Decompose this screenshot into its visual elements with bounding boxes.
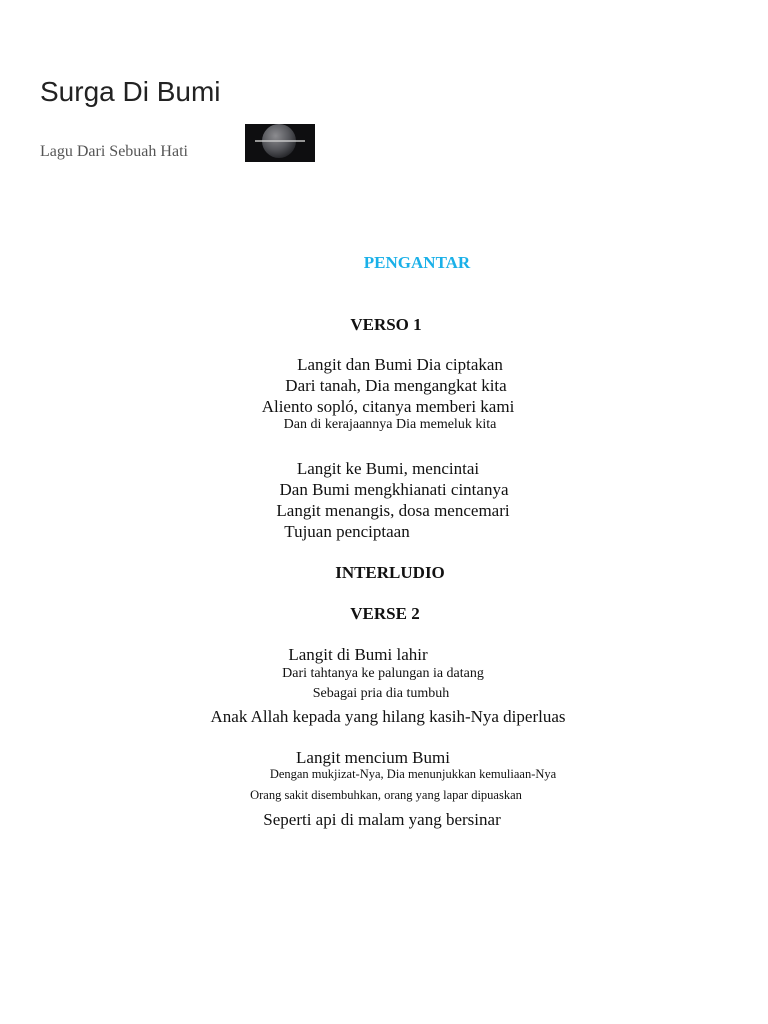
- lyric-line: Tujuan penciptaan: [284, 522, 410, 541]
- lyric-line: Langit dan Bumi Dia ciptakan: [297, 355, 503, 374]
- thumbnail-text-mark: [255, 140, 305, 142]
- lyric-line: Dari tahtanya ke palungan ia datang: [282, 666, 484, 681]
- moon-thumbnail-image: [245, 124, 315, 162]
- page-subtitle: Lagu Dari Sebuah Hati: [40, 143, 188, 160]
- lyric-line: Dengan mukjizat-Nya, Dia menunjukkan kemuliaan-Nya: [269, 767, 557, 781]
- lyric-line: Langit di Bumi lahir: [288, 645, 428, 664]
- lyric-line: Sebagai pria dia tumbuh: [312, 686, 450, 701]
- lyric-line: Anak Allah kepada yang hilang kasih-Nya diperluas: [210, 707, 566, 726]
- lyric-line: Aliento sopló, citanya memberi kami: [261, 397, 515, 416]
- lyric-line: Langit ke Bumi, mencintai: [296, 459, 480, 478]
- lyric-line: Dan Bumi mengkhianati cintanya: [279, 480, 509, 499]
- lyric-line: Langit mencium Bumi: [296, 748, 450, 767]
- page-title: Surga Di Bumi: [40, 76, 221, 107]
- section-heading-intro: PENGANTAR: [363, 253, 471, 272]
- lyric-line: Dan di kerajaannya Dia memeluk kita: [283, 417, 497, 432]
- lyric-line: Orang sakit disembuhkan, orang yang lapar dipuaskan: [250, 788, 522, 802]
- section-heading-verse2: VERSE 2: [350, 604, 420, 623]
- lyric-line: Dari tanah, Dia mengangkat kita: [285, 376, 507, 395]
- section-heading-verse1: VERSO 1: [350, 315, 422, 334]
- lyric-line: Seperti api di malam yang bersinar: [263, 810, 501, 829]
- lyric-line: Langit menangis, dosa mencemari: [276, 501, 510, 520]
- section-heading-interlude: INTERLUDIO: [335, 563, 445, 582]
